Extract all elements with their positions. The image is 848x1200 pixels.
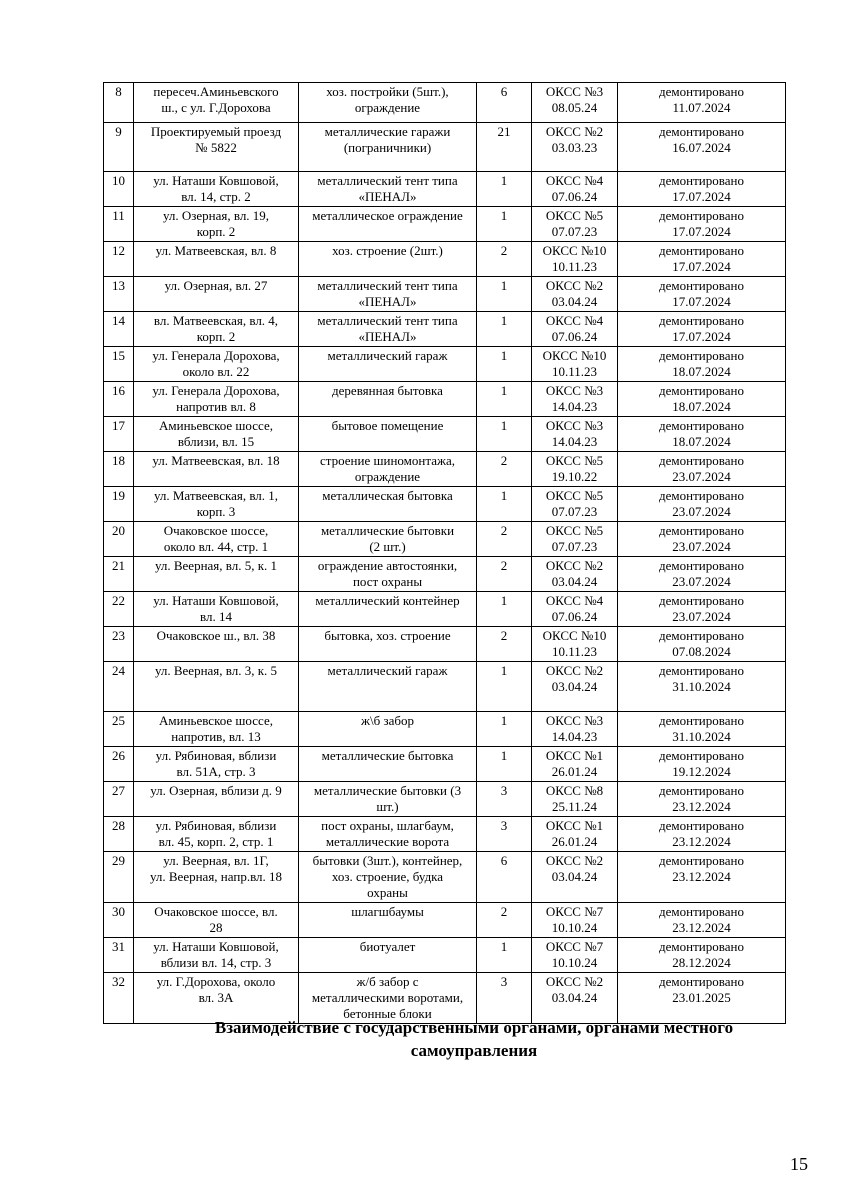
table-row — [104, 417, 786, 452]
table-row — [104, 747, 786, 782]
status-cell: демонтировано 07.08.2024 — [618, 627, 786, 662]
quantity-cell: 1 — [477, 347, 532, 382]
table-row — [104, 347, 786, 382]
status-cell: демонтировано 23.12.2024 — [618, 852, 786, 903]
row-number: 29 — [104, 852, 134, 903]
address-cell: ул. Веерная, вл. 1Г, ул. Веерная, напр.вл. 18 — [134, 852, 299, 903]
address-cell: ул. Озерная, вл. 27 — [134, 277, 299, 312]
row-number: 32 — [104, 973, 134, 1024]
object-cell: металлический тент типа «ПЕНАЛ» — [299, 312, 477, 347]
quantity-cell: 2 — [477, 242, 532, 277]
status-cell: демонтировано 23.07.2024 — [618, 592, 786, 627]
okss-cell: ОКСС №2 03.04.24 — [532, 277, 618, 312]
table-row — [104, 852, 786, 903]
quantity-cell: 1 — [477, 172, 532, 207]
address-cell: пересеч.Аминьевского ш., с ул. Г.Дорохова — [134, 83, 299, 123]
address-cell: ул. Наташи Ковшовой, вл. 14 — [134, 592, 299, 627]
object-cell: металлический гараж — [299, 347, 477, 382]
row-number: 23 — [104, 627, 134, 662]
row-number: 12 — [104, 242, 134, 277]
object-cell: хоз. постройки (5шт.), ограждение — [299, 83, 477, 123]
row-number: 16 — [104, 382, 134, 417]
status-cell: демонтировано 23.12.2024 — [618, 817, 786, 852]
page-number: 15 — [790, 1154, 808, 1174]
address-cell: ул. Озерная, вл. 19, корп. 2 — [134, 207, 299, 242]
status-cell: демонтировано 18.07.2024 — [618, 382, 786, 417]
status-cell: демонтировано 28.12.2024 — [618, 938, 786, 973]
row-number: 31 — [104, 938, 134, 973]
address-cell: ул. Рябиновая, вблизи вл. 51А, стр. 3 — [134, 747, 299, 782]
address-cell: Проектируемый проезд № 5822 — [134, 123, 299, 172]
object-cell: металлическая бытовка — [299, 487, 477, 522]
okss-cell: ОКСС №3 14.04.23 — [532, 382, 618, 417]
okss-cell: ОКСС №4 07.06.24 — [532, 172, 618, 207]
status-cell: демонтировано 17.07.2024 — [618, 277, 786, 312]
row-number: 24 — [104, 662, 134, 712]
quantity-cell: 3 — [477, 782, 532, 817]
table-row — [104, 452, 786, 487]
address-cell: ул. Наташи Ковшовой, вл. 14, стр. 2 — [134, 172, 299, 207]
okss-cell: ОКСС №8 25.11.24 — [532, 782, 618, 817]
object-cell: металлические бытовка — [299, 747, 477, 782]
status-cell: демонтировано 23.07.2024 — [618, 522, 786, 557]
row-number: 27 — [104, 782, 134, 817]
table-row — [104, 557, 786, 592]
address-cell: Очаковское ш., вл. 38 — [134, 627, 299, 662]
address-cell: ул. Веерная, вл. 5, к. 1 — [134, 557, 299, 592]
row-number: 10 — [104, 172, 134, 207]
okss-cell: ОКСС №2 03.04.24 — [532, 973, 618, 1024]
okss-cell: ОКСС №10 10.11.23 — [532, 627, 618, 662]
table-row — [104, 662, 786, 712]
row-number: 19 — [104, 487, 134, 522]
okss-cell: ОКСС №5 07.07.23 — [532, 522, 618, 557]
object-cell: пост охраны, шлагбаум, металлические ворота — [299, 817, 477, 852]
object-cell: ж/б забор с металлическими воротами, бетонные блоки — [299, 973, 477, 1024]
quantity-cell: 1 — [477, 592, 532, 627]
table-row — [104, 712, 786, 747]
quantity-cell: 2 — [477, 522, 532, 557]
okss-cell: ОКСС №3 14.04.23 — [532, 712, 618, 747]
okss-cell: ОКСС №1 26.01.24 — [532, 817, 618, 852]
quantity-cell: 1 — [477, 712, 532, 747]
row-number: 15 — [104, 347, 134, 382]
table-row — [104, 123, 786, 172]
address-cell: ул. Генерала Дорохова, около вл. 22 — [134, 347, 299, 382]
address-cell: ул. Матвеевская, вл. 1, корп. 3 — [134, 487, 299, 522]
address-cell: Очаковское шоссе, вл. 28 — [134, 903, 299, 938]
quantity-cell: 1 — [477, 487, 532, 522]
quantity-cell: 2 — [477, 557, 532, 592]
address-cell: ул. Наташи Ковшовой, вблизи вл. 14, стр. 3 — [134, 938, 299, 973]
quantity-cell: 1 — [477, 938, 532, 973]
object-cell: бытовое помещение — [299, 417, 477, 452]
okss-cell: ОКСС №7 10.10.24 — [532, 938, 618, 973]
status-cell: демонтировано 23.07.2024 — [618, 557, 786, 592]
quantity-cell: 2 — [477, 452, 532, 487]
table-row — [104, 277, 786, 312]
object-cell: металлический контейнер — [299, 592, 477, 627]
table-row — [104, 487, 786, 522]
okss-cell: ОКСС №5 07.07.23 — [532, 207, 618, 242]
object-cell: металлические бытовки (3 шт.) — [299, 782, 477, 817]
object-cell: металлические гаражи (пограничники) — [299, 123, 477, 172]
address-cell: вл. Матвеевская, вл. 4, корп. 2 — [134, 312, 299, 347]
status-cell: демонтировано 23.01.2025 — [618, 973, 786, 1024]
object-cell: металлические бытовки (2 шт.) — [299, 522, 477, 557]
table-row — [104, 242, 786, 277]
object-cell: ограждение автостоянки, пост охраны — [299, 557, 477, 592]
quantity-cell: 6 — [477, 852, 532, 903]
row-number: 20 — [104, 522, 134, 557]
table-row — [104, 522, 786, 557]
okss-cell: ОКСС №2 03.04.24 — [532, 852, 618, 903]
table-row — [104, 172, 786, 207]
okss-cell: ОКСС №5 19.10.22 — [532, 452, 618, 487]
table-row — [104, 207, 786, 242]
okss-cell: ОКСС №2 03.04.24 — [532, 557, 618, 592]
table-row — [104, 627, 786, 662]
row-number: 25 — [104, 712, 134, 747]
object-cell: ж\б забор — [299, 712, 477, 747]
address-cell: ул. Г.Дорохова, около вл. 3А — [134, 973, 299, 1024]
quantity-cell: 1 — [477, 747, 532, 782]
row-number: 17 — [104, 417, 134, 452]
row-number: 18 — [104, 452, 134, 487]
row-number: 8 — [104, 83, 134, 123]
object-cell: металлический тент типа «ПЕНАЛ» — [299, 277, 477, 312]
status-cell: демонтировано 19.12.2024 — [618, 747, 786, 782]
status-cell: демонтировано 23.12.2024 — [618, 782, 786, 817]
status-cell: демонтировано 18.07.2024 — [618, 347, 786, 382]
status-cell: демонтировано 31.10.2024 — [618, 712, 786, 747]
address-cell: Аминьевское шоссе, напротив, вл. 13 — [134, 712, 299, 747]
table-row — [104, 83, 786, 123]
object-cell: деревянная бытовка — [299, 382, 477, 417]
okss-cell: ОКСС №10 10.11.23 — [532, 347, 618, 382]
object-cell: биотуалет — [299, 938, 477, 973]
quantity-cell: 1 — [477, 312, 532, 347]
address-cell: Очаковское шоссе, около вл. 44, стр. 1 — [134, 522, 299, 557]
quantity-cell: 1 — [477, 277, 532, 312]
status-cell: демонтировано 23.07.2024 — [618, 452, 786, 487]
quantity-cell: 21 — [477, 123, 532, 172]
okss-cell: ОКСС №10 10.11.23 — [532, 242, 618, 277]
table-row — [104, 938, 786, 973]
status-cell: демонтировано 16.07.2024 — [618, 123, 786, 172]
row-number: 9 — [104, 123, 134, 172]
quantity-cell: 2 — [477, 903, 532, 938]
okss-cell: ОКСС №2 03.03.23 — [532, 123, 618, 172]
status-cell: демонтировано 18.07.2024 — [618, 417, 786, 452]
quantity-cell: 3 — [477, 973, 532, 1024]
object-cell: бытовки (3шт.), контейнер, хоз. строение, будка охраны — [299, 852, 477, 903]
address-cell: ул. Генерала Дорохова, напротив вл. 8 — [134, 382, 299, 417]
status-cell: демонтировано 17.07.2024 — [618, 242, 786, 277]
table-row — [104, 382, 786, 417]
address-cell: Аминьевское шоссе, вблизи, вл. 15 — [134, 417, 299, 452]
okss-cell: ОКСС №4 07.06.24 — [532, 592, 618, 627]
status-cell: демонтировано 17.07.2024 — [618, 207, 786, 242]
row-number: 13 — [104, 277, 134, 312]
status-cell: демонтировано 17.07.2024 — [618, 312, 786, 347]
quantity-cell: 1 — [477, 662, 532, 712]
table-row — [104, 817, 786, 852]
address-cell: ул. Озерная, вблизи д. 9 — [134, 782, 299, 817]
okss-cell: ОКСС №3 14.04.23 — [532, 417, 618, 452]
quantity-cell: 6 — [477, 83, 532, 123]
table-row — [104, 592, 786, 627]
table-row — [104, 782, 786, 817]
quantity-cell: 1 — [477, 382, 532, 417]
status-cell: демонтировано 23.07.2024 — [618, 487, 786, 522]
status-cell: демонтировано 31.10.2024 — [618, 662, 786, 712]
row-number: 30 — [104, 903, 134, 938]
status-cell: демонтировано 11.07.2024 — [618, 83, 786, 123]
status-cell: демонтировано 17.07.2024 — [618, 172, 786, 207]
okss-cell: ОКСС №1 26.01.24 — [532, 747, 618, 782]
okss-cell: ОКСС №7 10.10.24 — [532, 903, 618, 938]
row-number: 14 — [104, 312, 134, 347]
address-cell: ул. Матвеевская, вл. 18 — [134, 452, 299, 487]
table-row — [104, 903, 786, 938]
quantity-cell: 3 — [477, 817, 532, 852]
row-number: 28 — [104, 817, 134, 852]
status-cell: демонтировано 23.12.2024 — [618, 903, 786, 938]
object-cell: металлический гараж — [299, 662, 477, 712]
row-number: 22 — [104, 592, 134, 627]
table-row — [104, 312, 786, 347]
row-number: 21 — [104, 557, 134, 592]
quantity-cell: 2 — [477, 627, 532, 662]
row-number: 26 — [104, 747, 134, 782]
okss-cell: ОКСС №2 03.04.24 — [532, 662, 618, 712]
object-cell: шлагшбаумы — [299, 903, 477, 938]
object-cell: строение шиномонтажа, ограждение — [299, 452, 477, 487]
quantity-cell: 1 — [477, 417, 532, 452]
okss-cell: ОКСС №5 07.07.23 — [532, 487, 618, 522]
object-cell: бытовка, хоз. строение — [299, 627, 477, 662]
object-cell: металлическое ограждение — [299, 207, 477, 242]
okss-cell: ОКСС №4 07.06.24 — [532, 312, 618, 347]
address-cell: ул. Матвеевская, вл. 8 — [134, 242, 299, 277]
address-cell: ул. Веерная, вл. 3, к. 5 — [134, 662, 299, 712]
quantity-cell: 1 — [477, 207, 532, 242]
row-number: 11 — [104, 207, 134, 242]
object-cell: металлический тент типа «ПЕНАЛ» — [299, 172, 477, 207]
address-cell: ул. Рябиновая, вблизи вл. 45, корп. 2, стр. 1 — [134, 817, 299, 852]
dismantling-table — [103, 82, 786, 1024]
object-cell: хоз. строение (2шт.) — [299, 242, 477, 277]
section-heading: Взаимодействие с государственными органами, органами местного самоуправления — [214, 1018, 734, 1060]
okss-cell: ОКСС №3 08.05.24 — [532, 83, 618, 123]
